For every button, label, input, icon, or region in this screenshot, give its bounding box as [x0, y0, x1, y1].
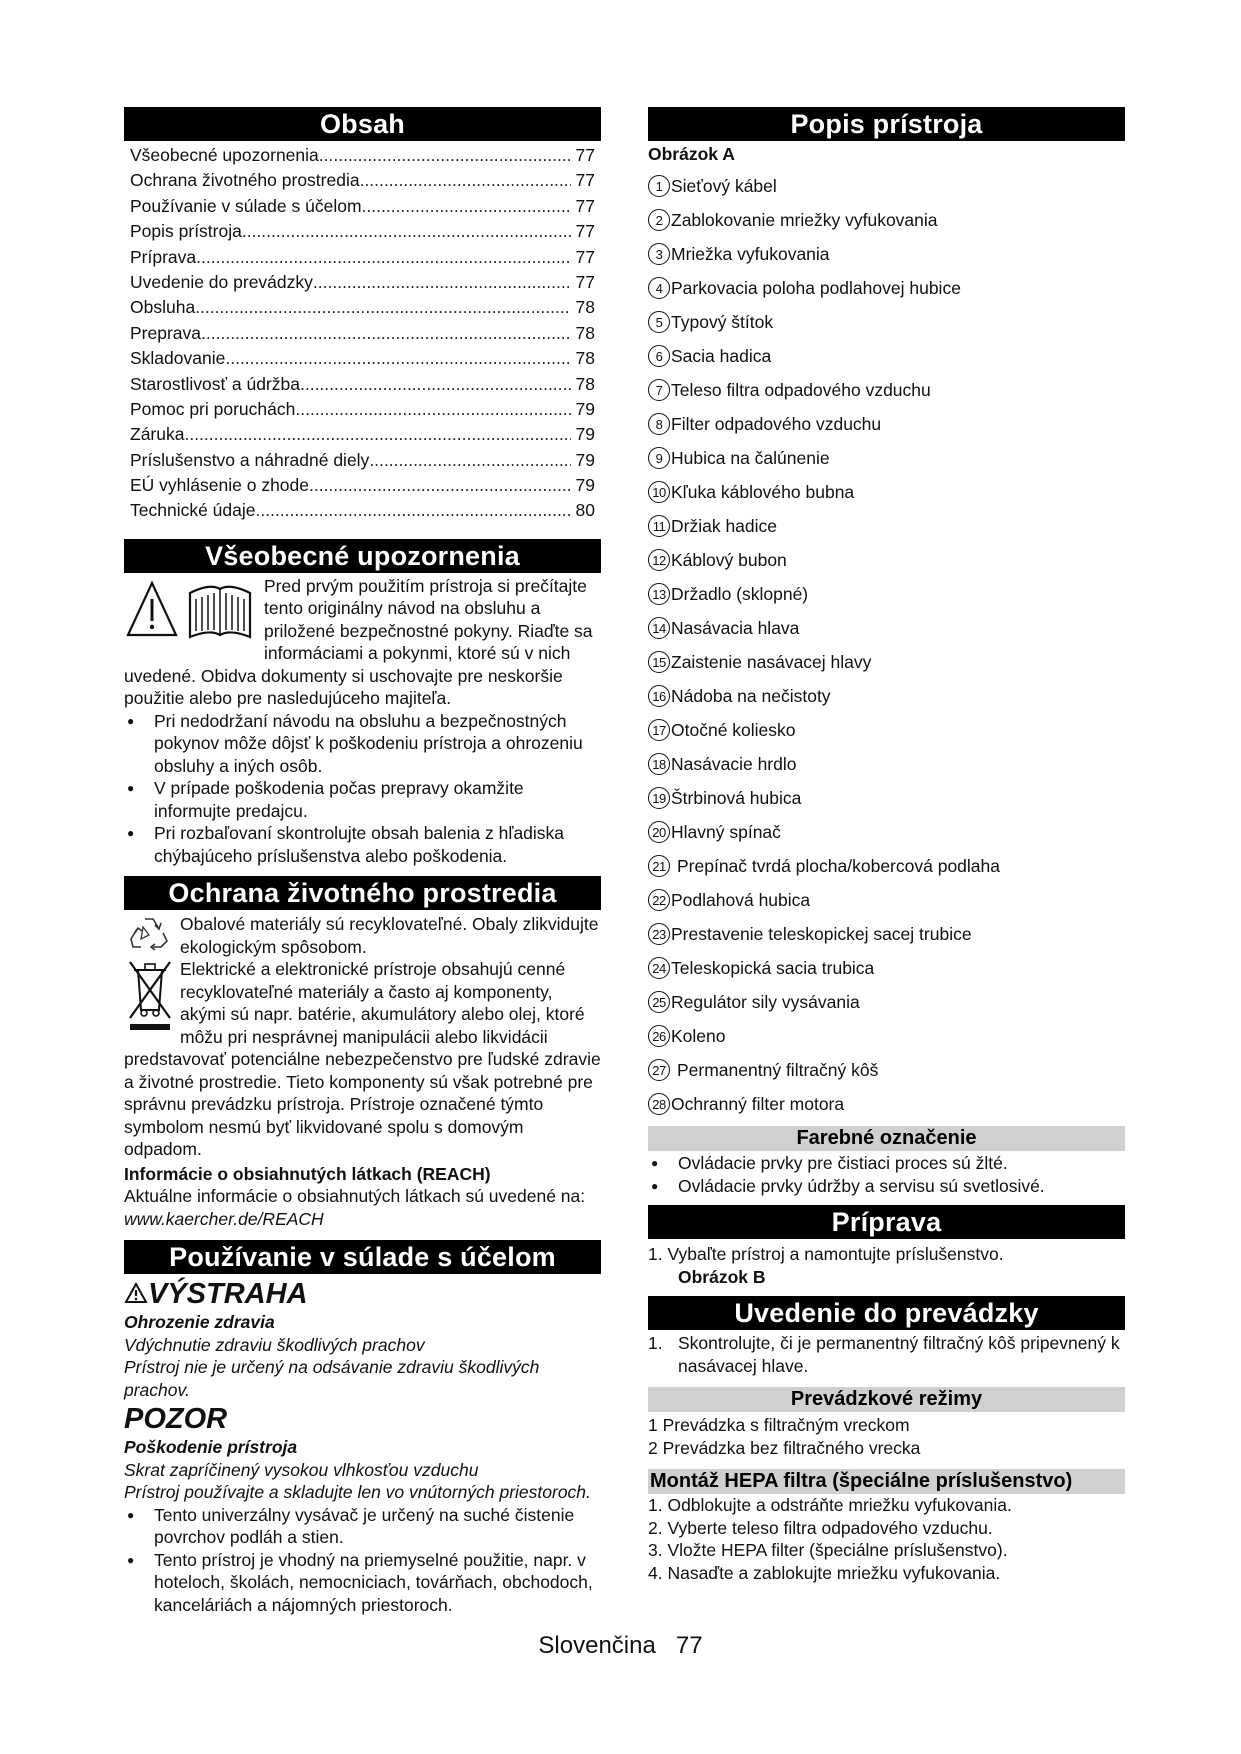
- general-bullets: [124, 710, 601, 868]
- part-number-badge: 28: [648, 1093, 670, 1115]
- weee-text: Elektrické a elektronické prístroje obsahujú cenné recyklovateľné materiály a často aj komponenty, akými sú napr. batérie, akumulátory alebo olej, ktoré môžu pri nesprávnej manipulácii alebo likvidácii predstavovať potenciálne nebezpečenstvo pre ľudské zdravie a životné prostredie. Tieto komponenty sú však potrebné pre správnu prevádzku prístroja. Prístroje označené týmto symbolom nesmú byť likvidované spolu s domovým odpadom.: [124, 959, 601, 1160]
- part-number-badge: 26: [648, 1025, 670, 1047]
- part-item: [648, 543, 1125, 577]
- part-number-badge: 12: [648, 549, 670, 571]
- toc-entry[interactable]: [130, 143, 595, 168]
- modes-heading: Prevádzkové režimy: [648, 1387, 1125, 1412]
- toc-entry[interactable]: [130, 448, 595, 473]
- toc-entry[interactable]: [130, 397, 595, 422]
- part-item: [648, 951, 1125, 985]
- parts-list: [648, 169, 1125, 1121]
- part-item: [648, 679, 1125, 713]
- part-number-badge: 20: [648, 821, 670, 843]
- warning-cause: Vdýchnutie zdraviu škodlivých prachov: [124, 1334, 425, 1355]
- toc-entry-title: Všeobecné upozornenia: [130, 145, 319, 165]
- startup-step: [648, 1332, 1125, 1377]
- part-label: Hlavný spínač: [671, 821, 781, 842]
- reach-link[interactable]: www.kaercher.de/REACH: [124, 1208, 324, 1229]
- part-label: Podlahová hubica: [671, 889, 811, 910]
- toc-entry-title: Používanie v súlade s účelom: [130, 195, 362, 216]
- recycling-icon: [124, 913, 176, 953]
- toc-entry[interactable]: [130, 295, 595, 320]
- part-item: [648, 407, 1125, 441]
- part-label: Káblový bubon: [671, 549, 787, 570]
- toc-entry-title: Preprava: [130, 322, 202, 343]
- color-coding-bullets: [648, 1152, 1125, 1197]
- toc-dot-leader: [295, 397, 570, 422]
- part-item: [648, 645, 1125, 679]
- toc-dot-leader: [309, 473, 571, 498]
- part-item: [648, 917, 1125, 951]
- toc-entry[interactable]: [130, 372, 595, 397]
- part-number-badge: 11: [648, 515, 670, 537]
- part-label: Zablokovanie mriežky vyfukovania: [671, 209, 938, 230]
- toc-dot-leader: [362, 194, 571, 219]
- modes-list: [648, 1414, 1125, 1459]
- part-label: Prepínač tvrdá plocha/kobercová podlaha: [677, 855, 1000, 876]
- caution-action: Prístroj používajte a skladujte len vo vnútorných priestoroch.: [124, 1482, 591, 1503]
- caution-word: POZOR: [124, 1403, 228, 1436]
- weee-block: [124, 958, 601, 1161]
- part-label: Sacia hadica: [671, 345, 772, 366]
- part-label: Permanentný filtračný kôš: [677, 1059, 879, 1080]
- part-label: Parkovacia poloha podlahovej hubice: [671, 277, 961, 298]
- list-item: ● Tento univerzálny vysávač je určený na suché čistenie povrchov podláh a stien.: [124, 1504, 601, 1549]
- part-label: Teleskopická sacia trubica: [671, 957, 875, 978]
- list-item: ● Ovládacie prvky pre čistiaci proces sú žlté.: [648, 1152, 1125, 1175]
- toc-entry-page: 79: [575, 398, 595, 419]
- toc-entry[interactable]: [130, 346, 595, 371]
- part-item: [648, 441, 1125, 475]
- toc-entry[interactable]: [130, 245, 595, 270]
- startup-step-number: 1.: [648, 1333, 663, 1353]
- part-number-badge: 16: [648, 685, 670, 707]
- part-number-badge: 21: [648, 855, 670, 877]
- toc-entry-title: EÚ vyhlásenie o zhode: [130, 475, 309, 496]
- toc-entry-title: Príslušenstvo a náhradné diely: [130, 449, 370, 470]
- list-item: 1 Prevádzka s filtračným vreckom: [648, 1415, 910, 1435]
- packaging-block: [124, 913, 601, 958]
- part-item: [648, 1019, 1125, 1053]
- toc-entry-title: Popis prístroja: [130, 221, 242, 242]
- toc-dot-leader: [360, 168, 571, 193]
- part-item: [648, 577, 1125, 611]
- part-label: Držiak hadice: [671, 515, 778, 536]
- environment-section: [124, 913, 601, 1230]
- table-of-contents: [124, 143, 601, 524]
- list-item: ● V prípade poškodenia počas prepravy okamžite informujte predajcu.: [124, 777, 601, 822]
- part-number-badge: 8: [648, 413, 670, 435]
- toc-dot-leader: [201, 321, 571, 346]
- part-number-badge: 2: [648, 209, 670, 231]
- toc-entry-page: 77: [575, 246, 595, 267]
- part-number-badge: 1: [648, 175, 670, 197]
- part-item: [648, 849, 1125, 883]
- list-item: 3. Vložte HEPA filter (špeciálne príslušenstvo).: [648, 1540, 1008, 1560]
- reach-text: Aktuálne informácie o obsiahnutých látkach sú uvedené na: www.kaercher.de/REACH: [124, 1186, 586, 1229]
- list-item: ● Pri nedodržaní návodu na obsluhu a bezpečnostných pokynov môže dôjsť k poškodeniu prístroja a ohrozeniu obsluhy a iných osôb.: [124, 710, 601, 778]
- toc-entry[interactable]: [130, 270, 595, 295]
- part-item: [648, 169, 1125, 203]
- part-label: Hubica na čalúnenie: [671, 447, 830, 468]
- toc-dot-leader: [184, 422, 570, 447]
- part-label: Mriežka vyfukovania: [671, 243, 830, 264]
- environment-heading: Ochrana životného prostredia: [124, 876, 601, 910]
- toc-entry-page: 78: [575, 348, 595, 369]
- part-number-badge: 19: [648, 787, 670, 809]
- part-item: [648, 1087, 1125, 1121]
- startup-heading: Uvedenie do prevádzky: [648, 1296, 1125, 1330]
- part-item: [648, 305, 1125, 339]
- toc-entry-title: Starostlivosť a údržba: [130, 373, 300, 394]
- toc-dot-leader: [195, 295, 570, 320]
- warning-title: Ohrozenie zdravia: [124, 1312, 275, 1333]
- part-label: Sieťový kábel: [671, 175, 777, 196]
- list-item: 2. Vyberte teleso filtra odpadového vzduchu.: [648, 1517, 993, 1538]
- warning-action: Prístroj nie je určený na odsávanie zdraviu škodlivých prachov.: [124, 1357, 540, 1400]
- warning-signal: [124, 1278, 601, 1311]
- description-heading: Popis prístroja: [648, 107, 1125, 141]
- toc-dot-leader: [196, 245, 570, 270]
- part-item: [648, 611, 1125, 645]
- part-number-badge: 22: [648, 889, 670, 911]
- intended-use-section: [124, 1278, 601, 1616]
- part-number-badge: 17: [648, 719, 670, 741]
- part-label: Teleso filtra odpadového vzduchu: [671, 379, 931, 400]
- toc-entry-title: Príprava: [130, 246, 197, 267]
- part-number-badge: 6: [648, 345, 670, 367]
- toc-entry-page: 77: [575, 221, 595, 242]
- toc-dot-leader: [242, 219, 571, 244]
- toc-dot-leader: [256, 498, 571, 523]
- part-number-badge: 15: [648, 651, 670, 673]
- part-label: Držadlo (sklopné): [671, 583, 809, 604]
- toc-entry-title: Ochrana životného prostredia: [130, 170, 360, 191]
- toc-entry-title: Pomoc pri poruchách: [130, 398, 296, 419]
- toc-entry-page: 78: [575, 373, 595, 394]
- toc-entry-page: 79: [575, 424, 595, 445]
- part-number-badge: 7: [648, 379, 670, 401]
- part-label: Typový štítok: [671, 311, 774, 332]
- part-label: Štrbinová hubica: [671, 787, 802, 808]
- toc-heading: Obsah: [124, 107, 601, 141]
- toc-entry-title: Obsluha: [130, 297, 196, 318]
- packaging-text: Obalové materiály sú recyklovateľné. Obaly zlikvidujte ekologickým spôsobom.: [180, 914, 599, 957]
- intended-use-bullets: [124, 1504, 601, 1617]
- list-item: 2 Prevádzka bez filtračného vrecka: [648, 1437, 921, 1458]
- crossed-bin-icon: [124, 958, 176, 1032]
- part-item: [648, 815, 1125, 849]
- part-item: [648, 339, 1125, 373]
- toc-entry[interactable]: [130, 422, 595, 447]
- preparation-heading: Príprava: [648, 1205, 1125, 1239]
- part-number-badge: 18: [648, 753, 670, 775]
- part-item: [648, 373, 1125, 407]
- part-number-badge: 14: [648, 617, 670, 639]
- part-label: Ochranný filter motora: [671, 1093, 845, 1114]
- list-item: ● Pri rozbaľovaní skontrolujte obsah balenia z hľadiska chýbajúceho príslušenstva alebo poškodenia.: [124, 822, 601, 867]
- part-label: Kľuka káblového bubna: [671, 481, 855, 502]
- toc-entry[interactable]: [130, 219, 595, 244]
- toc-entry-page: 77: [575, 170, 595, 191]
- part-label: Nádoba na nečistoty: [671, 685, 831, 706]
- caution-cause: Skrat zapríčinený vysokou vlhkosťou vzduchu: [124, 1459, 479, 1480]
- toc-entry-page: 77: [575, 195, 595, 216]
- part-number-badge: 27: [648, 1059, 670, 1081]
- toc-entry-page: 78: [575, 297, 595, 318]
- part-item: [648, 1053, 1125, 1087]
- part-item: [648, 237, 1125, 271]
- reach-title: Informácie o obsiahnutých látkach (REACH): [124, 1163, 491, 1184]
- footer-language: Slovenčina: [538, 1632, 656, 1659]
- toc-dot-leader: [313, 270, 571, 295]
- toc-entry-page: 78: [575, 322, 595, 343]
- figure-a-label: Obrázok A: [648, 144, 735, 164]
- color-coding-heading: Farebné označenie: [648, 1126, 1125, 1151]
- part-number-badge: 9: [648, 447, 670, 469]
- toc-entry[interactable]: [130, 168, 595, 193]
- part-item: [648, 985, 1125, 1019]
- part-item: [648, 883, 1125, 917]
- part-label: Regulátor sily vysávania: [671, 991, 860, 1012]
- toc-entry-page: 79: [575, 475, 595, 496]
- part-label: Nasávacie hrdlo: [671, 753, 797, 774]
- list-item: 1. Odblokujte a odstráňte mriežku vyfukovania.: [648, 1495, 1012, 1515]
- toc-entry-page: 79: [575, 449, 595, 470]
- intended-use-heading: Používanie v súlade s účelom: [124, 1240, 601, 1274]
- part-label: Filter odpadového vzduchu: [671, 413, 882, 434]
- part-item: [648, 781, 1125, 815]
- part-label: Koleno: [671, 1025, 726, 1046]
- part-item: [648, 747, 1125, 781]
- toc-entry[interactable]: [130, 498, 595, 523]
- page-number: 77: [675, 1632, 703, 1659]
- right-column: [648, 107, 1125, 1584]
- part-number-badge: 3: [648, 243, 670, 265]
- part-item: [648, 271, 1125, 305]
- toc-entry-title: Záruka: [130, 424, 185, 445]
- warning-triangle-book-icon: [124, 575, 256, 643]
- toc-dot-leader: [300, 372, 571, 397]
- startup-step-text: Skontrolujte, či je permanentný filtračný kôš pripevnený k nasávacej hlave.: [678, 1333, 1120, 1376]
- list-item: 4. Nasaďte a zablokujte mriežku vyfukovania.: [648, 1562, 1001, 1583]
- toc-entry-title: Technické údaje: [130, 500, 256, 521]
- toc-entry-title: Uvedenie do prevádzky: [130, 271, 313, 292]
- list-item: ● Ovládacie prvky údržby a servisu sú svetlosivé.: [648, 1175, 1125, 1198]
- warning-word: VÝSTRAHA: [148, 1278, 308, 1311]
- general-heading: Všeobecné upozornenia: [124, 539, 601, 573]
- hepa-heading: Montáž HEPA filtra (špeciálne príslušenstvo): [648, 1469, 1125, 1494]
- list-item: ● Tento prístroj je vhodný na priemyselné použitie, napr. v hoteloch, školách, nemocniciach, továrňach, obchodoch, kanceláriách a nájomných priestoroch.: [124, 1549, 601, 1617]
- warning-icon: [124, 1282, 148, 1304]
- page-footer: [0, 1631, 1241, 1661]
- toc-dot-leader: [319, 143, 571, 168]
- figure-b-label: Obrázok B: [678, 1266, 766, 1287]
- toc-entry[interactable]: [130, 473, 595, 498]
- toc-entry-page: 77: [575, 271, 595, 292]
- part-number-badge: 5: [648, 311, 670, 333]
- toc-dot-leader: [225, 346, 570, 371]
- toc-entry-page: 77: [575, 145, 595, 165]
- part-label: Zaistenie nasávacej hlavy: [671, 651, 872, 672]
- toc-entry-page: 80: [575, 500, 595, 521]
- general-section: [124, 575, 601, 868]
- part-number-badge: 24: [648, 957, 670, 979]
- part-number-badge: 25: [648, 991, 670, 1013]
- preparation-step: 1. Vybaľte prístroj a namontujte príslušenstvo.: [648, 1244, 1004, 1264]
- part-item: [648, 475, 1125, 509]
- warning-and-manual-icon: [124, 575, 256, 643]
- left-column: [124, 107, 601, 1616]
- part-item: [648, 713, 1125, 747]
- part-number-badge: 13: [648, 583, 670, 605]
- caution-title: Poškodenie prístroja: [124, 1437, 298, 1458]
- part-number-badge: 10: [648, 481, 670, 503]
- general-intro: Pred prvým použitím prístroja si prečítajte tento originálny návod na obsluhu a priložené bezpečnostné pokyny. Riaďte sa informáciami a pokynmi, ktoré sú v nich uvedené. Obidva dokumenty si uschovajte pre neskoršie použitie alebo pre nasledujúceho majiteľa.: [124, 575, 593, 709]
- part-number-badge: 23: [648, 923, 670, 945]
- part-label: Prestavenie teleskopickej sacej trubice: [671, 923, 972, 944]
- hepa-steps: [648, 1494, 1125, 1584]
- part-label: Nasávacia hlava: [671, 617, 800, 638]
- part-number-badge: 4: [648, 277, 670, 299]
- part-item: [648, 203, 1125, 237]
- toc-dot-leader: [369, 448, 570, 473]
- toc-entry[interactable]: [130, 321, 595, 346]
- part-label: Otočné koliesko: [671, 719, 796, 740]
- toc-entry[interactable]: [130, 194, 595, 219]
- part-item: [648, 509, 1125, 543]
- toc-entry-title: Skladovanie: [130, 348, 226, 369]
